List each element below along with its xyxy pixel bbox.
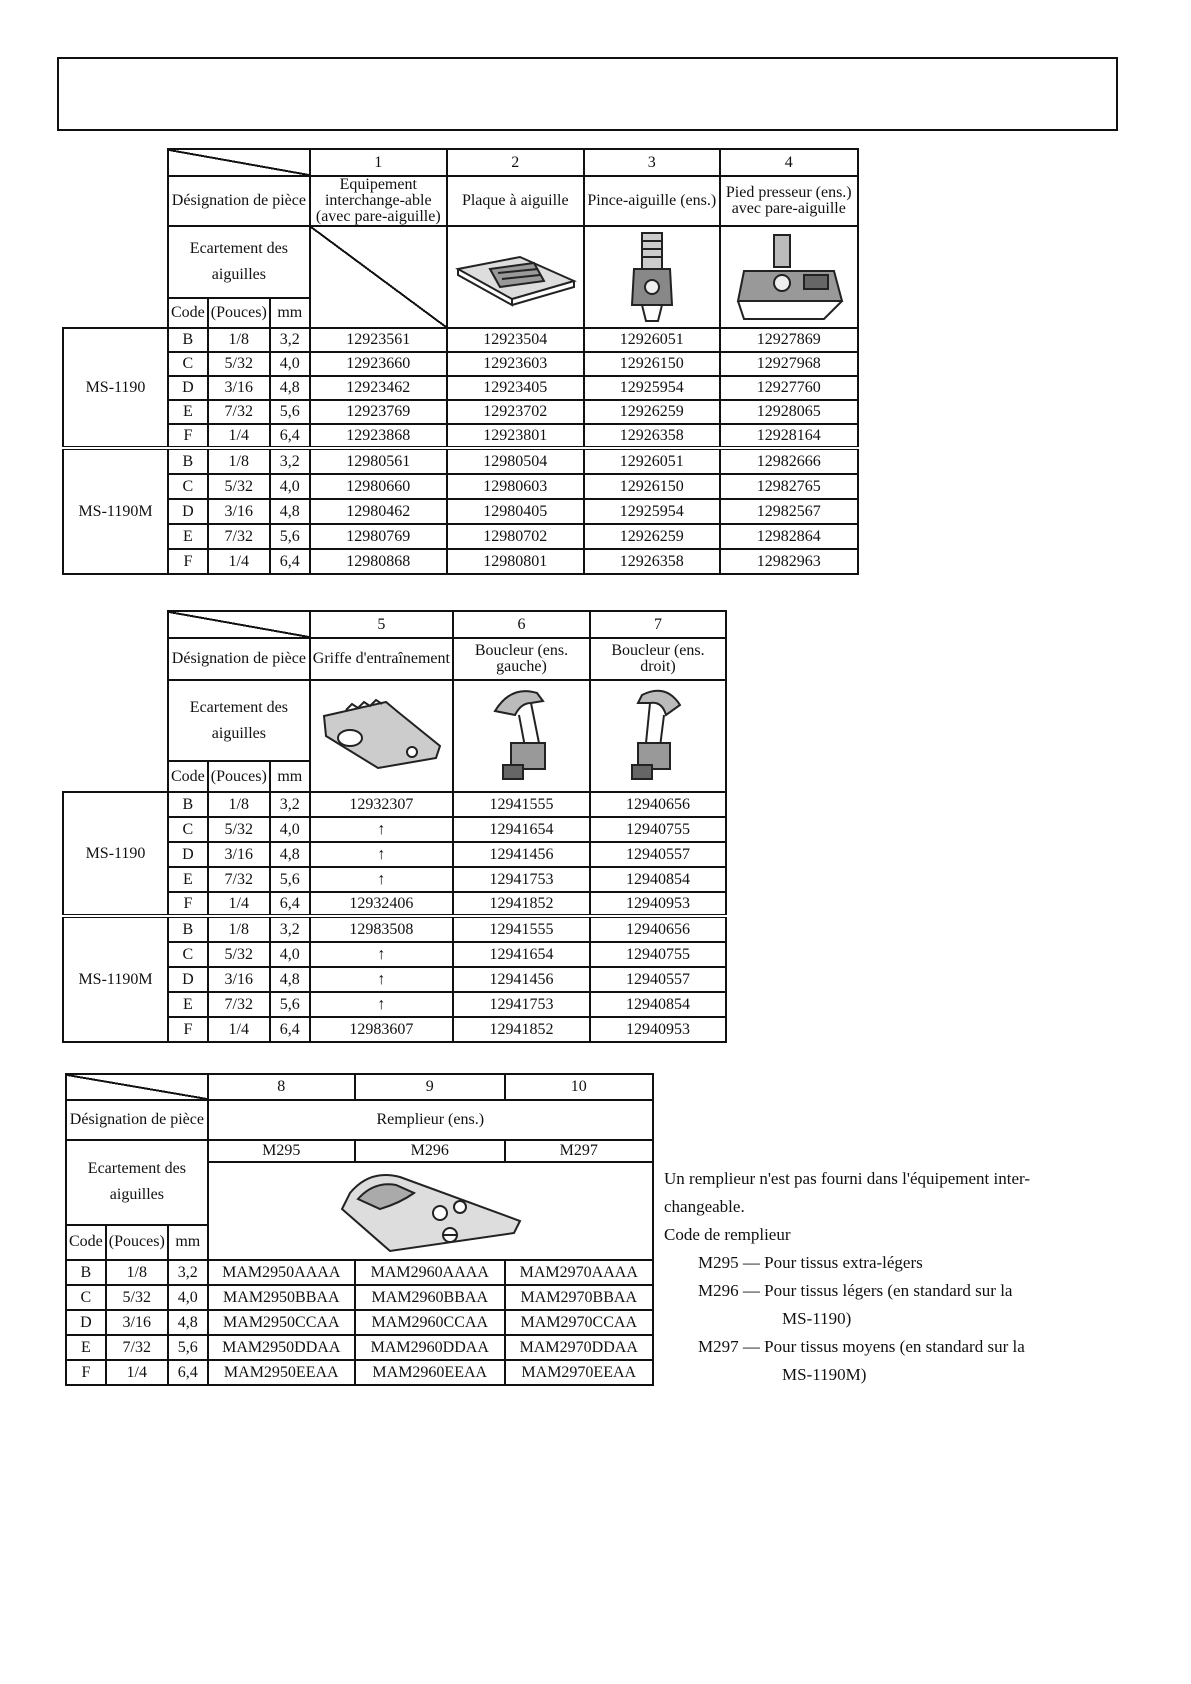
- mm-header: mm: [270, 761, 310, 792]
- folder-code: M297: [505, 1140, 653, 1162]
- part-number: 12926358: [584, 549, 720, 574]
- part-number: 12980868: [310, 549, 447, 574]
- part-number: 12925954: [584, 499, 720, 524]
- part-number: 12980504: [447, 448, 584, 474]
- inch-cell: 1/8: [106, 1260, 168, 1285]
- folder-group-name: Remplieur (ens.): [208, 1100, 653, 1140]
- part-number: 12940755: [590, 942, 726, 967]
- inch-cell: 3/16: [106, 1310, 168, 1335]
- mm-cell: 5,6: [270, 400, 310, 424]
- part-number: 12941753: [453, 867, 590, 892]
- model-label: MS-1190: [63, 792, 168, 916]
- part-number: 12926051: [584, 328, 720, 352]
- inch-cell: 1/8: [208, 328, 270, 352]
- inch-cell: 1/4: [106, 1360, 168, 1385]
- mm-cell: 3,2: [270, 328, 310, 352]
- folder-code: M295: [208, 1140, 355, 1162]
- part-number: 12923561: [310, 328, 447, 352]
- code-cell: B: [66, 1260, 106, 1285]
- code-cell: C: [168, 474, 208, 499]
- part-number: 12982765: [720, 474, 858, 499]
- col-num: 5: [310, 611, 453, 638]
- code-cell: B: [168, 328, 208, 352]
- code-cell: E: [66, 1335, 106, 1360]
- code-cell: E: [168, 992, 208, 1017]
- code-cell: F: [168, 424, 208, 448]
- parts-table-3: [65, 1073, 654, 1386]
- col-num: 1: [310, 149, 447, 176]
- right-looper-image: [590, 680, 726, 792]
- part-number: 12926259: [584, 524, 720, 549]
- part-number: 12940557: [590, 842, 726, 867]
- code-header: Code: [168, 761, 208, 792]
- mm-cell: 3,2: [270, 792, 310, 817]
- inch-cell: 5/32: [106, 1285, 168, 1310]
- part-number: 12925954: [584, 376, 720, 400]
- inch-cell: 5/32: [208, 942, 270, 967]
- designation-label: Désignation de pièce: [66, 1100, 208, 1140]
- mm-cell: 5,6: [270, 992, 310, 1017]
- note-m296: M296 — Pour tissus légers (en standard sur la: [698, 1281, 1013, 1300]
- part-number: 12932406: [310, 892, 453, 916]
- part-number: ↑: [310, 942, 453, 967]
- part-number: ↑: [310, 992, 453, 1017]
- mm-cell: 6,4: [270, 892, 310, 916]
- mm-cell: 4,8: [270, 376, 310, 400]
- mm-cell: 6,4: [270, 549, 310, 574]
- mm-cell: 5,6: [270, 524, 310, 549]
- part-number: 12923702: [447, 400, 584, 424]
- part-number: 12940854: [590, 992, 726, 1017]
- inch-cell: 7/32: [208, 867, 270, 892]
- spacing-label: Ecartement des aiguilles: [168, 226, 310, 298]
- part-number: 12941654: [453, 942, 590, 967]
- inch-header: (Pouces): [208, 761, 270, 792]
- part-number: 12940656: [590, 916, 726, 942]
- inch-cell: 5/32: [208, 352, 270, 376]
- code-cell: C: [168, 352, 208, 376]
- part-number: 12923868: [310, 424, 447, 448]
- part-number: 12926358: [584, 424, 720, 448]
- part-number: MAM2950EEAA: [208, 1360, 355, 1385]
- folder-code: M296: [355, 1140, 505, 1162]
- inch-cell: 5/32: [208, 817, 270, 842]
- inch-cell: 7/32: [208, 524, 270, 549]
- part-number: MAM2970EEAA: [505, 1360, 653, 1385]
- part-number: 12940953: [590, 892, 726, 916]
- part-number: ↑: [310, 817, 453, 842]
- part-number: 12932307: [310, 792, 453, 817]
- inch-cell: 1/4: [208, 549, 270, 574]
- mm-cell: 4,0: [270, 352, 310, 376]
- inch-cell: 3/16: [208, 842, 270, 867]
- part-number: 12941654: [453, 817, 590, 842]
- inch-cell: 3/16: [208, 376, 270, 400]
- part-number: 12980702: [447, 524, 584, 549]
- part-number: MAM2950BBAA: [208, 1285, 355, 1310]
- col-name: Pied presseur (ens.) avec pare-aiguille: [720, 176, 858, 226]
- part-number: MAM2960AAAA: [355, 1260, 505, 1285]
- folder-image: [208, 1162, 653, 1260]
- code-cell: F: [66, 1360, 106, 1385]
- mm-cell: 4,0: [168, 1285, 208, 1310]
- header-box: [57, 57, 1118, 131]
- mm-cell: 4,8: [168, 1310, 208, 1335]
- part-number: 12941753: [453, 992, 590, 1017]
- code-cell: F: [168, 1017, 208, 1042]
- inch-cell: 7/32: [106, 1335, 168, 1360]
- model-label: MS-1190M: [63, 448, 168, 574]
- spacing-label: Ecartement des aiguilles: [168, 680, 310, 761]
- part-number: MAM2950DDAA: [208, 1335, 355, 1360]
- mm-cell: 3,2: [168, 1260, 208, 1285]
- presser-foot-image: [720, 226, 858, 328]
- part-number: MAM2970BBAA: [505, 1285, 653, 1310]
- col-num: 6: [453, 611, 590, 638]
- part-number: 12980561: [310, 448, 447, 474]
- part-number: 12923462: [310, 376, 447, 400]
- code-header: Code: [66, 1225, 106, 1260]
- part-number: 12927869: [720, 328, 858, 352]
- inch-cell: 7/32: [208, 400, 270, 424]
- inch-cell: 5/32: [208, 474, 270, 499]
- inch-cell: 1/8: [208, 448, 270, 474]
- part-number: 12941555: [453, 916, 590, 942]
- mm-cell: 3,2: [270, 916, 310, 942]
- mm-header: mm: [270, 298, 310, 328]
- note-m297: M297 — Pour tissus moyens (en standard sur la: [698, 1337, 1025, 1356]
- col-num: 3: [584, 149, 720, 176]
- part-number: 12926150: [584, 352, 720, 376]
- left-looper-image: [453, 680, 590, 792]
- part-number: MAM2950CCAA: [208, 1310, 355, 1335]
- note-line: changeable.: [664, 1197, 745, 1216]
- parts-table-1: [62, 148, 859, 575]
- mm-cell: 4,0: [270, 942, 310, 967]
- model-label: MS-1190: [63, 328, 168, 448]
- inch-cell: 3/16: [208, 967, 270, 992]
- code-cell: F: [168, 549, 208, 574]
- mm-cell: 5,6: [270, 867, 310, 892]
- part-number: MAM2960CCAA: [355, 1310, 505, 1335]
- part-number: 12927968: [720, 352, 858, 376]
- part-number: 12941852: [453, 1017, 590, 1042]
- part-number: 12983607: [310, 1017, 453, 1042]
- part-number: MAM2960DDAA: [355, 1335, 505, 1360]
- part-number: 12923660: [310, 352, 447, 376]
- inch-cell: 1/8: [208, 916, 270, 942]
- mm-cell: 5,6: [168, 1335, 208, 1360]
- col-num: 7: [590, 611, 726, 638]
- code-cell: D: [168, 967, 208, 992]
- col-name: Griffe d'entraînement: [310, 638, 453, 680]
- needle-clamp-image: [584, 226, 720, 328]
- note-m297-cont: MS-1190M): [782, 1365, 867, 1384]
- code-cell: D: [168, 499, 208, 524]
- col-name: Pince-aiguille (ens.): [584, 176, 720, 226]
- folder-notes: [664, 1165, 1114, 1389]
- mm-cell: 4,8: [270, 842, 310, 867]
- note-m295: M295 — Pour tissus extra-légers: [698, 1253, 923, 1272]
- inch-cell: 1/4: [208, 892, 270, 916]
- part-number: 12940755: [590, 817, 726, 842]
- mm-cell: 6,4: [270, 1017, 310, 1042]
- mm-cell: 4,0: [270, 817, 310, 842]
- part-number: MAM2970AAAA: [505, 1260, 653, 1285]
- corner-diagonal: [66, 1074, 208, 1100]
- part-number: 12980603: [447, 474, 584, 499]
- parts-table-2: [62, 610, 727, 1043]
- mm-header: mm: [168, 1225, 208, 1260]
- part-number: 12927760: [720, 376, 858, 400]
- part-number: MAM2970CCAA: [505, 1310, 653, 1335]
- part-number: MAM2950AAAA: [208, 1260, 355, 1285]
- part-number: 12940953: [590, 1017, 726, 1042]
- part-number: 12983508: [310, 916, 453, 942]
- col-num: 10: [505, 1074, 653, 1100]
- part-number: 12982666: [720, 448, 858, 474]
- part-number: MAM2970DDAA: [505, 1335, 653, 1360]
- code-cell: C: [168, 942, 208, 967]
- part-number: 12928065: [720, 400, 858, 424]
- col-name: Boucleur (ens. droit): [590, 638, 726, 680]
- code-cell: E: [168, 524, 208, 549]
- col-name: Boucleur (ens. gauche): [453, 638, 590, 680]
- mm-cell: 6,4: [168, 1360, 208, 1385]
- spacing-label: Ecartement des aiguilles: [66, 1140, 208, 1225]
- part-number: 12982963: [720, 549, 858, 574]
- part-number: 12923603: [447, 352, 584, 376]
- code-cell: E: [168, 867, 208, 892]
- code-cell: D: [168, 842, 208, 867]
- inch-cell: 1/4: [208, 424, 270, 448]
- designation-label: Désignation de pièce: [168, 638, 310, 680]
- part-number: 12926150: [584, 474, 720, 499]
- code-cell: B: [168, 916, 208, 942]
- mm-cell: 4,8: [270, 499, 310, 524]
- code-cell: B: [168, 448, 208, 474]
- inch-cell: 1/4: [208, 1017, 270, 1042]
- code-cell: F: [168, 892, 208, 916]
- col-num: 9: [355, 1074, 505, 1100]
- part-number: ↑: [310, 842, 453, 867]
- corner-diagonal: [168, 149, 310, 176]
- part-number: 12923405: [447, 376, 584, 400]
- code-cell: D: [66, 1310, 106, 1335]
- part-number: 12980405: [447, 499, 584, 524]
- model-label: MS-1190M: [63, 916, 168, 1042]
- col-name: Plaque à aiguille: [447, 176, 584, 226]
- code-cell: D: [168, 376, 208, 400]
- part-number: 12923769: [310, 400, 447, 424]
- mm-cell: 6,4: [270, 424, 310, 448]
- part-number: 12941852: [453, 892, 590, 916]
- part-number: 12982567: [720, 499, 858, 524]
- mm-cell: 4,0: [270, 474, 310, 499]
- note-line: Code de remplieur: [664, 1225, 791, 1244]
- designation-label: Désignation de pièce: [168, 176, 310, 226]
- part-number: 12928164: [720, 424, 858, 448]
- part-number: 12980462: [310, 499, 447, 524]
- part-number: 12980769: [310, 524, 447, 549]
- code-cell: E: [168, 400, 208, 424]
- part-number: 12941456: [453, 842, 590, 867]
- part-number: 12926051: [584, 448, 720, 474]
- mm-cell: 4,8: [270, 967, 310, 992]
- code-cell: C: [168, 817, 208, 842]
- part-number: MAM2960BBAA: [355, 1285, 505, 1310]
- part-number: 12980801: [447, 549, 584, 574]
- part-number: ↑: [310, 867, 453, 892]
- feed-dog-image: [310, 680, 453, 792]
- part-number: 12940656: [590, 792, 726, 817]
- inch-cell: 1/8: [208, 792, 270, 817]
- mm-cell: 3,2: [270, 448, 310, 474]
- part-number: 12923801: [447, 424, 584, 448]
- part-number: 12982864: [720, 524, 858, 549]
- note-m296-cont: MS-1190): [782, 1309, 852, 1328]
- inch-header: (Pouces): [208, 298, 270, 328]
- col-num: 2: [447, 149, 584, 176]
- code-cell: B: [168, 792, 208, 817]
- inch-header: (Pouces): [106, 1225, 168, 1260]
- part-number: 12980660: [310, 474, 447, 499]
- inch-cell: 7/32: [208, 992, 270, 1017]
- corner-diagonal: [168, 611, 310, 638]
- col-name: Equipement interchange-able (avec pare-aiguille): [310, 176, 447, 226]
- part-number: 12923504: [447, 328, 584, 352]
- part-number: 12940557: [590, 967, 726, 992]
- inch-cell: 3/16: [208, 499, 270, 524]
- part-number: 12941555: [453, 792, 590, 817]
- part-number: 12940854: [590, 867, 726, 892]
- part-number: MAM2960EEAA: [355, 1360, 505, 1385]
- needle-plate-image: [447, 226, 584, 328]
- col-num: 4: [720, 149, 858, 176]
- code-cell: C: [66, 1285, 106, 1310]
- code-header: Code: [168, 298, 208, 328]
- part-number: 12926259: [584, 400, 720, 424]
- part-number: 12941456: [453, 967, 590, 992]
- note-line: Un remplieur n'est pas fourni dans l'équipement inter-: [664, 1169, 1030, 1188]
- no-image-diagonal: [310, 226, 447, 328]
- part-number: ↑: [310, 967, 453, 992]
- col-num: 8: [208, 1074, 355, 1100]
